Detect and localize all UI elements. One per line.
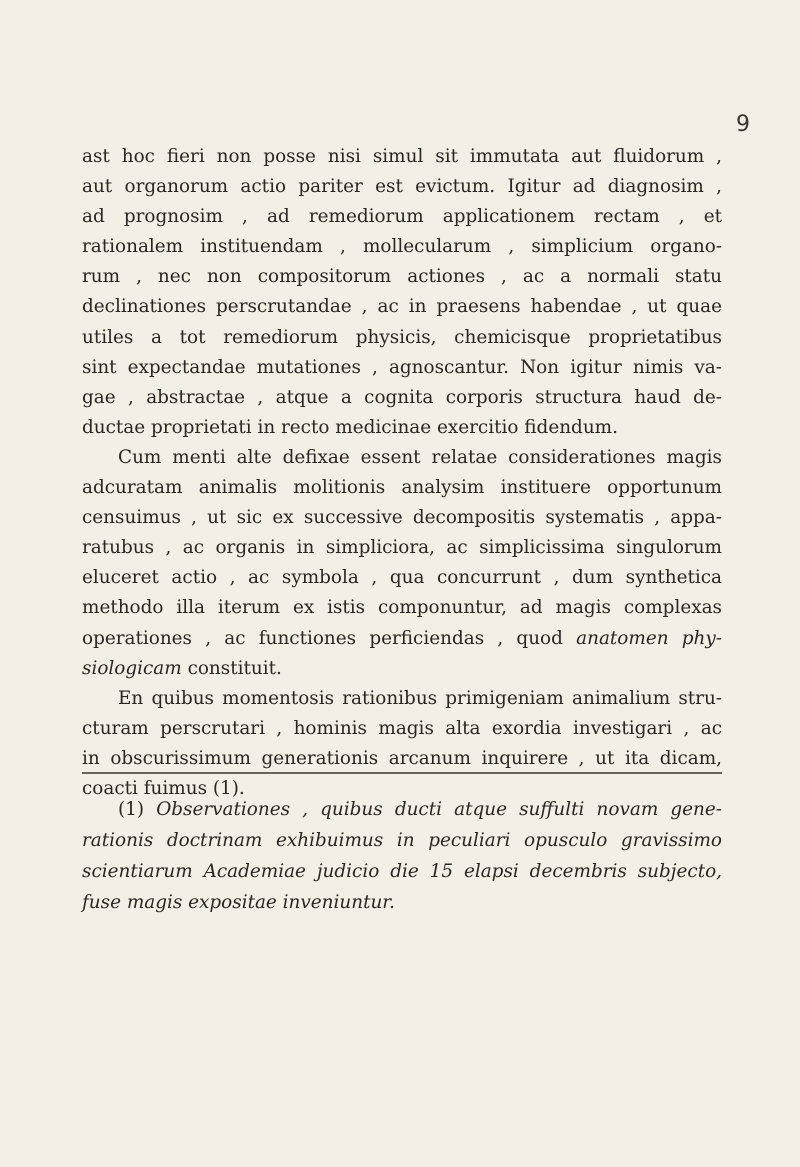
text-line: in obscurissimum generationis arcanum inquirere , ut ita dicam, — [82, 747, 722, 769]
text-line: cturam perscrutari , hominis magis alta exordia investigari , ac — [82, 717, 722, 739]
text-line: Cum menti alte defixae essent relatae considerationes magis — [118, 446, 722, 468]
footnote-divider — [82, 772, 722, 774]
text-line: aut organorum actio pariter est evictum. Igitur ad diagnosim , — [82, 176, 722, 198]
text-line: eluceret actio , ac symbola , qua concurrunt , dum synthetica — [82, 567, 722, 589]
text-segment: constituit. — [187, 657, 282, 679]
footnote-marker: (1) — [118, 799, 145, 820]
text-line: methodo illa iterum ex istis componuntur, ad magis complexas — [82, 597, 722, 619]
page-number: 9 — [736, 112, 750, 137]
text-line-with-italic — [82, 624, 722, 654]
body-text — [82, 142, 722, 804]
italic-phrase: siologicam — [82, 657, 182, 679]
text-line: gae , abstractae , atque a cognita corporis structura haud de- — [82, 386, 722, 408]
text-line-with-italic — [82, 654, 722, 684]
text-line: utiles a tot remediorum physicis, chemicisque proprietatibus — [82, 326, 722, 348]
text-line: rationalem instituendam , mollecularum , simplicium organo- — [82, 236, 722, 258]
footnote-line: fuse magis expositae inveniuntur. — [82, 892, 395, 913]
text-line: rum , nec non compositorum actiones , ac a normali statu — [82, 266, 722, 288]
footnote-line: scientiarum Academiae judicio die 15 elapsi decembris subjecto, — [82, 861, 722, 882]
text-segment: operationes , ac functiones perficiendas , quod — [82, 627, 563, 649]
text-line: ductae proprietati in recto medicinae exercitio fidendum. — [82, 416, 618, 438]
italic-phrase: anatomen phy- — [576, 627, 722, 649]
footnote-line: rationis doctrinam exhibuimus in peculiari opusculo gravissimo — [82, 830, 722, 851]
text-line: ast hoc fieri non posse nisi simul sit immutata aut fluidorum , — [82, 146, 722, 167]
text-line: declinationes perscrutandae , ac in praesens habendae , ut quae — [82, 296, 722, 318]
text-line: adcuratam animalis molitionis analysim instituere opportunum — [82, 477, 722, 499]
text-line: ratubus , ac organis in simpliciora, ac simplicissima singulorum — [82, 537, 722, 559]
text-line: ad prognosim , ad remediorum applicationem rectam , et — [82, 206, 722, 228]
footnote-text: Observationes , quibus ducti atque suffulti novam gene- — [156, 799, 722, 820]
text-line: sint expectandae mutationes , agnoscantur. Non igitur nimis va- — [82, 356, 722, 378]
footnote — [82, 794, 722, 918]
text-line: En quibus momentosis rationibus primigeniam animalium stru- — [118, 687, 722, 709]
text-line: coacti fuimus (1). — [82, 777, 245, 799]
text-line: censuimus , ut sic ex successive decompositis systematis , appa- — [82, 507, 722, 529]
footnote-line — [82, 794, 722, 825]
